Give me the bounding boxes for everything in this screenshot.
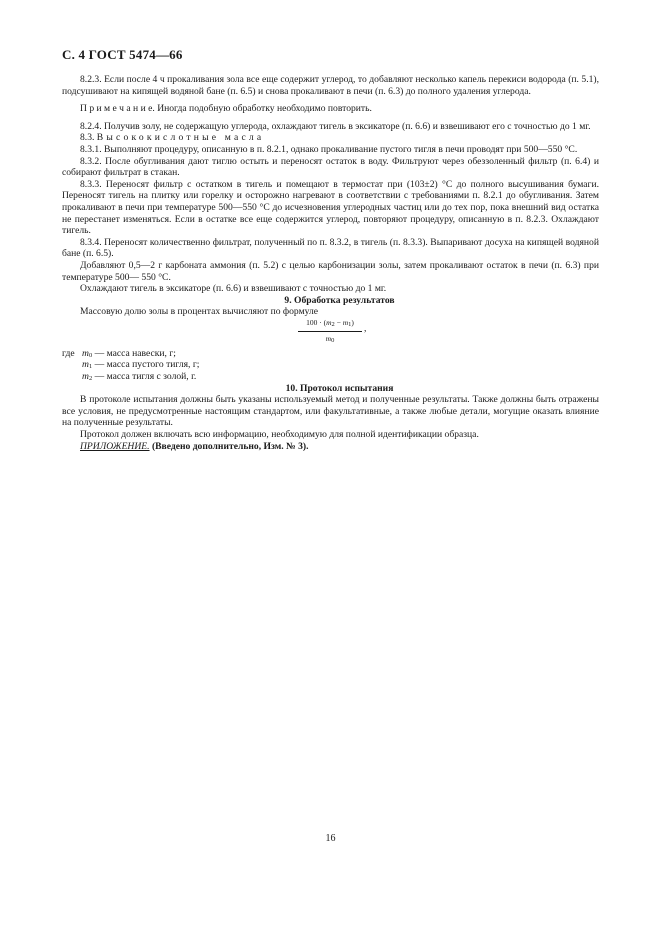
section-10-title: 10. Протокол испытания: [285, 382, 394, 394]
note-text: Иногда подобную обработку необходимо повторить.: [157, 103, 372, 115]
page-number: 16: [325, 833, 336, 844]
page-header: С. 4 ГОСТ 5474—66: [62, 47, 183, 62]
appendix-line: [62, 441, 599, 453]
formula-fraction: [298, 318, 362, 345]
note-label: П р и м е ч а н и е.: [80, 103, 155, 115]
paragraph-8-3-4-c: Охлаждают тигель в эксикаторе (п. 6.6) и взвешивают с точностью до 1 мг.: [80, 283, 387, 295]
formula-numerator: $100 \cdot (m_2 - m_1)$: [306, 317, 354, 328]
where-label: где: [62, 347, 75, 359]
paragraph-8-3-4-b: Добавляют 0,5—2 г карбоната аммония (п. 5.2) с целью карбонизации золы, затем прокаливают остаток в печи (п. 6.3) при температуре 500— 550 °С.: [62, 259, 599, 283]
definition-row: $m_1$ — масса пустого тигля, г;: [82, 359, 200, 371]
note-paragraph: [62, 103, 599, 115]
subsection-8-3-heading: [62, 132, 599, 144]
variable-definitions: [62, 348, 599, 383]
formula: [62, 318, 599, 344]
subsection-number: 8.3.: [80, 132, 95, 144]
paragraph-8-2-4: 8.2.4. Получив золу, не содержащую углерода, охлаждают тигель в эксикаторе (п. 6.6) и взвешивают его с точностью до 1 мг.: [80, 120, 591, 132]
formula-intro: Массовую долю золы в процентах вычисляют по формуле: [80, 306, 319, 318]
paragraph-8-3-1: 8.3.1. Выполняют процедуру, описанную в п. 8.2.1, однако прокаливание пустого тигля в печи проводят при 500—550 °С.: [80, 143, 578, 155]
document-body: [62, 74, 599, 452]
formula-comma: ,: [364, 322, 367, 334]
paragraph-8-3-2: 8.3.2. После обугливания дают тиглю остыть и переносят остаток в воду. Фильтруют через обеззоленный фильтр (п. 6.4) и собирают фильтрат в стакан.: [62, 155, 599, 179]
definition-row: $m_2$ — масса тигля с золой, г.: [82, 371, 197, 383]
protocol-paragraph-2: Протокол должен включать всю информацию, необходимую для полной идентификации образца.: [80, 429, 479, 441]
paragraph-8-3-4: 8.3.4. Переносят количественно фильтрат, полученный по п. 8.3.2, в тигель (п. 8.3.3). Выпаривают досуха на кипящей водяной бане (п. 6.5).: [62, 236, 599, 260]
appendix-label: ПРИЛОЖЕНИЕ.: [80, 440, 150, 452]
protocol-paragraph-1: В протоколе испытания должны быть указаны используемый метод и полученные результаты. Также должны быть отражены все условия, не предусмотренные настоящим стандартом, или факультативные, а также любые детали, могущие оказать влияние на полученные результаты.: [62, 394, 599, 429]
paragraph-8-2-3: 8.2.3. Если после 4 ч прокаливания зола все еще содержит углерод, то добавляют несколько капель перекиси водорода (п. 5.1), подсушивают на кипящей водяной бане (п. 6.5) и снова прокаливают в печи (п. 6.3) до полного удаления углерода.: [62, 74, 599, 97]
subsection-title: Высококислотные масла: [96, 132, 265, 144]
appendix-note: (Введено дополнительно, Изм. № 3).: [151, 440, 309, 452]
definition-row: где $m_0$ — масса навески, г;: [62, 347, 176, 359]
paragraph-8-3-3: 8.3.3. Переносят фильтр с остатком в тигель и помещают в термостат при (103±2) °С до полного высушивания бумаги. Переносят тигель на плитку или горелку и осторожно нагревают в соответствии с требованиями п. 8.2.1 до обугливания. Затем прокаливают в печи при температуре 500—550 °С до исчезновения углеродных частиц или до тех пор, пока внешний вид остатка не перестанет изменяться. Если в остатке все еще содержится углерод, повторяют процедуру, описанную в п. 8.2.3. Охлаждают тигель.: [62, 178, 599, 237]
formula-denominator: $m_0$: [325, 333, 335, 344]
section-9-title: 9. Обработка результатов: [284, 294, 395, 306]
